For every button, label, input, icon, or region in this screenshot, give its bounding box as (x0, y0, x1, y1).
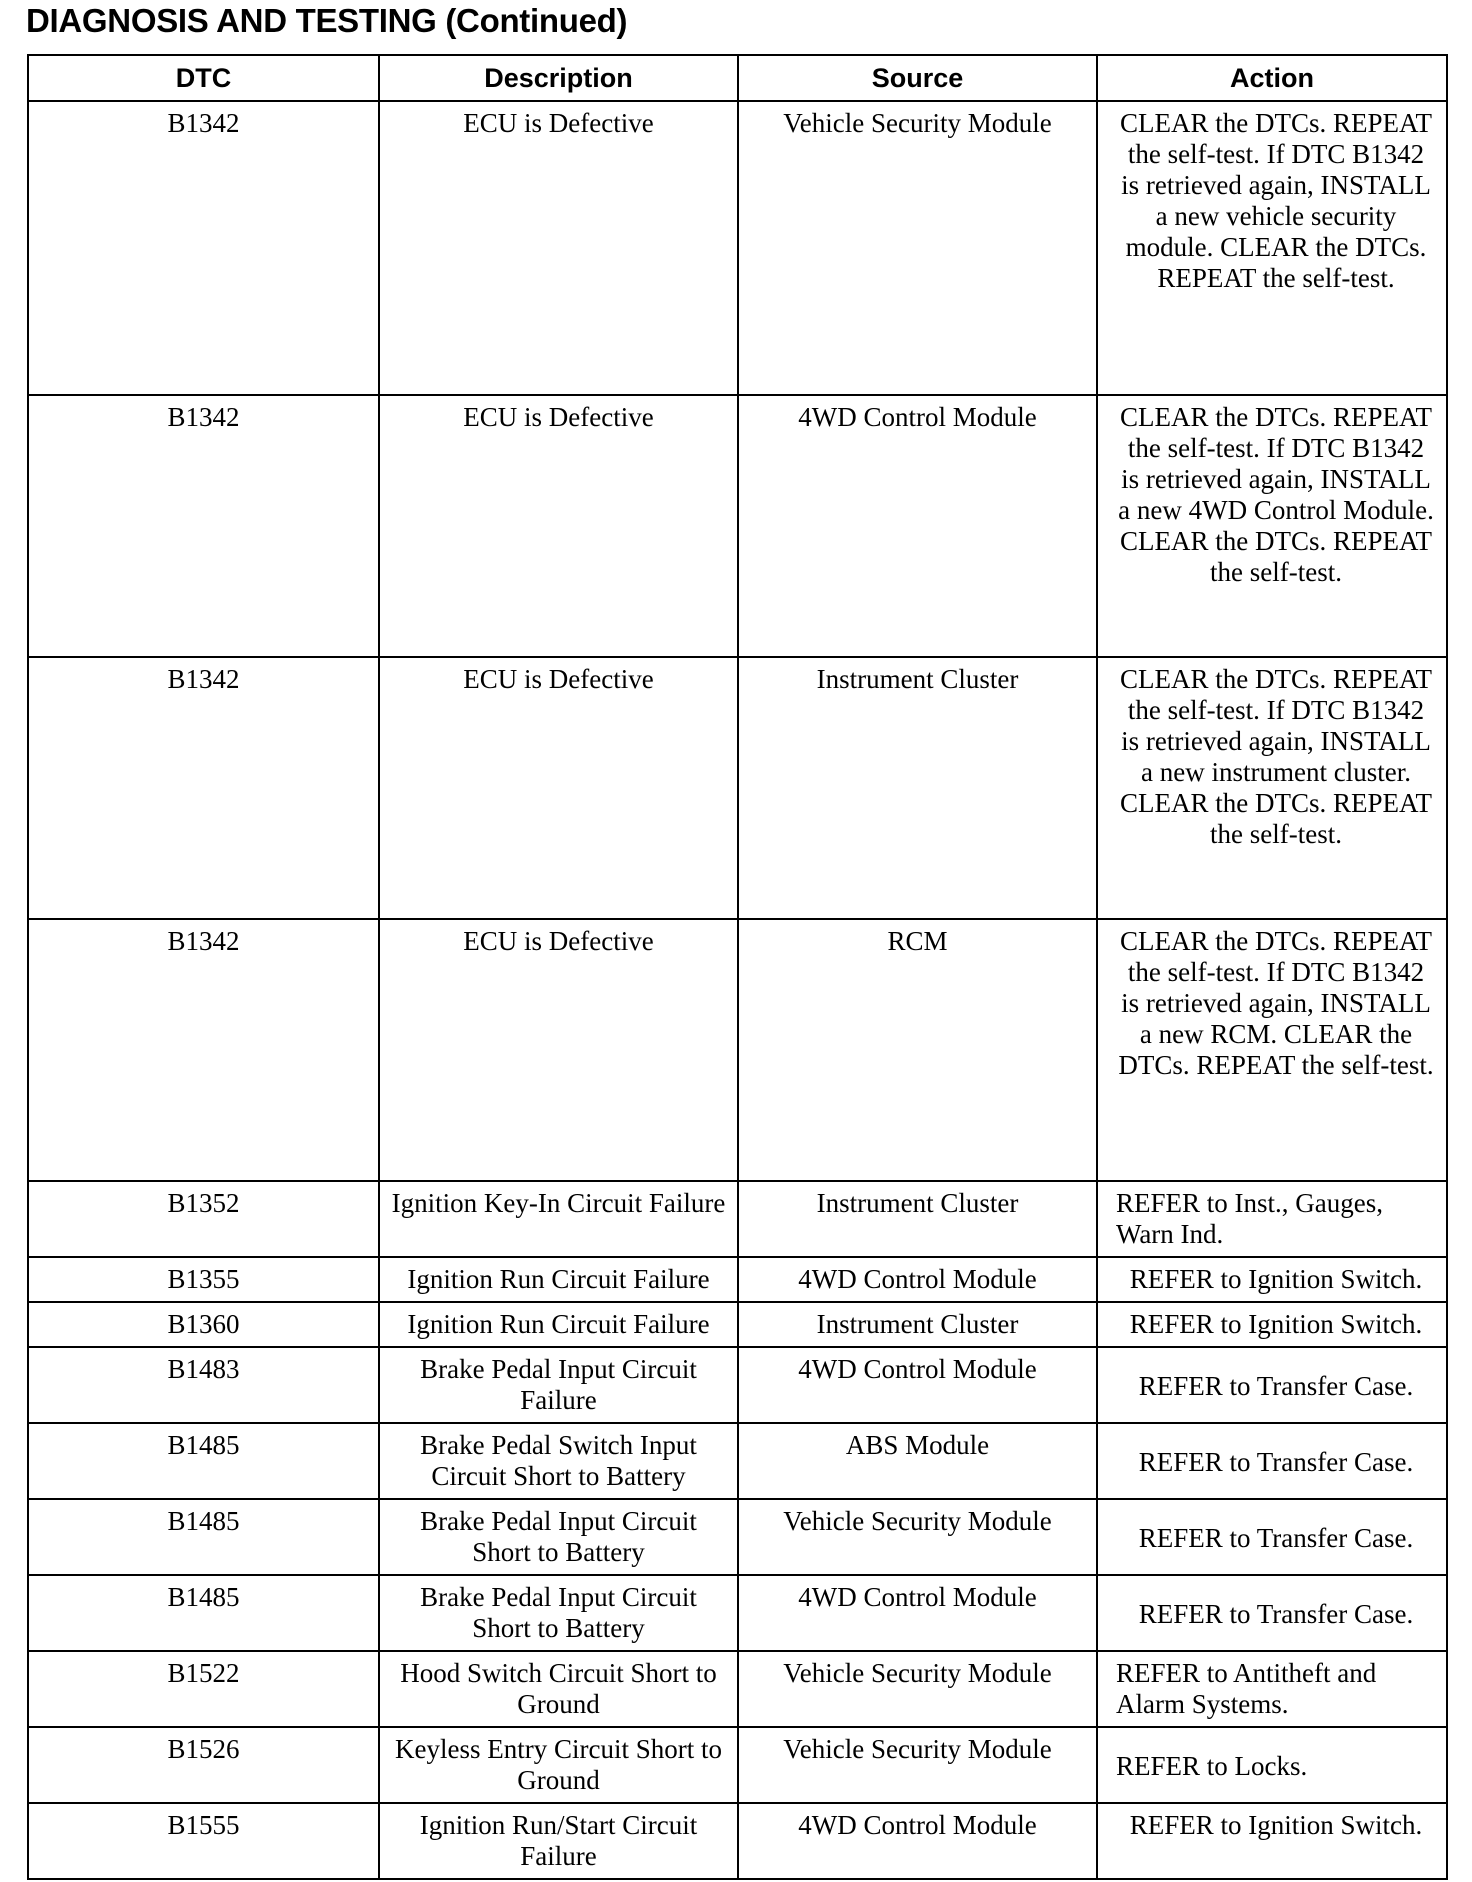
dtc-code: B1342 (28, 657, 379, 919)
source-cell: 4WD Control Module (738, 1575, 1097, 1651)
source-cell: ABS Module (738, 1423, 1097, 1499)
action-cell: REFER to Ignition Switch. (1097, 1302, 1447, 1347)
description-cell: Keyless Entry Circuit Short to Ground (379, 1727, 738, 1803)
description-cell: Brake Pedal Input Circuit Short to Battery (379, 1575, 738, 1651)
header-description: Description (379, 55, 738, 101)
source-cell: Vehicle Security Module (738, 1651, 1097, 1727)
dtc-code: B1360 (28, 1302, 379, 1347)
table-row (28, 1257, 1447, 1302)
description-cell: Brake Pedal Switch Input Circuit Short to Battery (379, 1423, 738, 1499)
description-cell: ECU is Defective (379, 395, 738, 657)
description-cell: ECU is Defective (379, 101, 738, 395)
source-cell: Instrument Cluster (738, 1302, 1097, 1347)
table-row (28, 919, 1447, 1181)
dtc-code: B1485 (28, 1499, 379, 1575)
description-cell: ECU is Defective (379, 657, 738, 919)
action-cell: REFER to Transfer Case. (1097, 1575, 1447, 1651)
table-row (28, 101, 1447, 395)
description-cell: Brake Pedal Input Circuit Failure (379, 1347, 738, 1423)
action-cell: CLEAR the DTCs. REPEAT the self-test. If DTC B1342 is retrieved again, INSTALL a new 4WD Control Module. CLEAR the DTCs. REPEAT the self-test. (1097, 395, 1447, 657)
page-title: DIAGNOSIS AND TESTING (Continued) (26, 2, 628, 39)
header-action: Action (1097, 55, 1447, 101)
dtc-code: B1555 (28, 1803, 379, 1879)
action-cell: REFER to Locks. (1097, 1727, 1447, 1803)
table-row (28, 1423, 1447, 1499)
action-cell: CLEAR the DTCs. REPEAT the self-test. If DTC B1342 is retrieved again, INSTALL a new RCM. CLEAR the DTCs. REPEAT the self-test. (1097, 919, 1447, 1181)
dtc-code: B1485 (28, 1423, 379, 1499)
dtc-code: B1342 (28, 101, 379, 395)
description-cell: Ignition Run Circuit Failure (379, 1257, 738, 1302)
table-row (28, 395, 1447, 657)
action-cell: REFER to Transfer Case. (1097, 1423, 1447, 1499)
table-row (28, 657, 1447, 919)
action-cell: CLEAR the DTCs. REPEAT the self-test. If DTC B1342 is retrieved again, INSTALL a new vehicle security module. CLEAR the DTCs. REPEAT the self-test. (1097, 101, 1447, 395)
table-row (28, 1727, 1447, 1803)
table-row (28, 1803, 1447, 1879)
action-cell: REFER to Inst., Gauges, Warn Ind. (1097, 1181, 1447, 1257)
description-cell: Hood Switch Circuit Short to Ground (379, 1651, 738, 1727)
source-cell: Vehicle Security Module (738, 1727, 1097, 1803)
description-cell: ECU is Defective (379, 919, 738, 1181)
source-cell: Instrument Cluster (738, 1181, 1097, 1257)
dtc-code: B1352 (28, 1181, 379, 1257)
description-cell: Brake Pedal Input Circuit Short to Battery (379, 1499, 738, 1575)
action-cell: REFER to Ignition Switch. (1097, 1257, 1447, 1302)
table-row (28, 1347, 1447, 1423)
table-row (28, 1575, 1447, 1651)
action-cell: CLEAR the DTCs. REPEAT the self-test. If DTC B1342 is retrieved again, INSTALL a new instrument cluster. CLEAR the DTCs. REPEAT the self-test. (1097, 657, 1447, 919)
source-cell: 4WD Control Module (738, 1257, 1097, 1302)
header-dtc: DTC (28, 55, 379, 101)
action-cell: REFER to Transfer Case. (1097, 1347, 1447, 1423)
source-cell: RCM (738, 919, 1097, 1181)
action-cell: REFER to Transfer Case. (1097, 1499, 1447, 1575)
description-cell: Ignition Run/Start Circuit Failure (379, 1803, 738, 1879)
action-cell: REFER to Ignition Switch. (1097, 1803, 1447, 1879)
dtc-code: B1342 (28, 919, 379, 1181)
dtc-code: B1483 (28, 1347, 379, 1423)
source-cell: 4WD Control Module (738, 395, 1097, 657)
table-row (28, 1302, 1447, 1347)
dtc-code: B1355 (28, 1257, 379, 1302)
source-cell: Instrument Cluster (738, 657, 1097, 919)
description-cell: Ignition Run Circuit Failure (379, 1302, 738, 1347)
dtc-code: B1522 (28, 1651, 379, 1727)
action-cell: REFER to Antitheft and Alarm Systems. (1097, 1651, 1447, 1727)
source-cell: Vehicle Security Module (738, 1499, 1097, 1575)
header-source: Source (738, 55, 1097, 101)
table-row (28, 1499, 1447, 1575)
source-cell: 4WD Control Module (738, 1803, 1097, 1879)
dtc-code: B1342 (28, 395, 379, 657)
table-row (28, 1651, 1447, 1727)
dtc-table (27, 54, 1448, 1880)
description-cell: Ignition Key-In Circuit Failure (379, 1181, 738, 1257)
source-cell: Vehicle Security Module (738, 101, 1097, 395)
table-row (28, 1181, 1447, 1257)
source-cell: 4WD Control Module (738, 1347, 1097, 1423)
table-header-row (28, 55, 1447, 101)
dtc-code: B1526 (28, 1727, 379, 1803)
dtc-code: B1485 (28, 1575, 379, 1651)
